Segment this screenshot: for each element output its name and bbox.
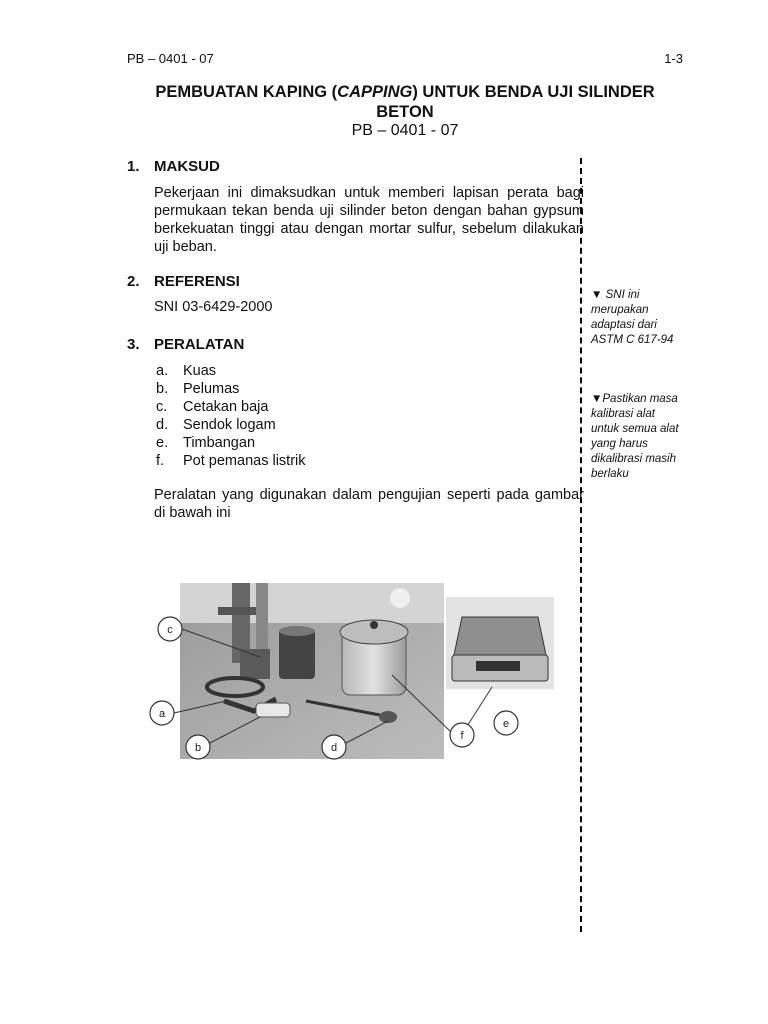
- steel-mould-top: [279, 626, 315, 636]
- lubricant: [256, 703, 290, 717]
- list-item-letter: a.: [156, 363, 169, 379]
- section-3-number: 3.: [127, 336, 140, 353]
- callout-label-c: c: [167, 624, 173, 636]
- list-item-letter: f.: [156, 453, 165, 469]
- list-item: [156, 452, 306, 470]
- equipment-photo: [136, 571, 554, 773]
- list-item: [156, 362, 306, 380]
- list-item-text: Kuas: [183, 363, 217, 379]
- pot-knob: [370, 621, 378, 629]
- section-2-reference: SNI 03-6429-2000: [154, 299, 273, 315]
- list-item: [156, 434, 306, 452]
- section-2-number: 2.: [127, 273, 140, 290]
- section-1-heading: [127, 158, 220, 175]
- list-item: [156, 398, 306, 416]
- section-2-title: REFERENSI: [154, 273, 240, 290]
- side-note-2: [591, 392, 681, 482]
- scale-display: [476, 661, 520, 671]
- callout-label-e: e: [502, 718, 510, 730]
- section-1-title: MAKSUD: [154, 158, 220, 175]
- callout-label-b: b: [194, 742, 202, 754]
- title-part-2: ) UNTUK BENDA UJI SILINDER BETON: [376, 83, 655, 121]
- roll-object: [390, 588, 410, 608]
- document-code: PB – 0401 - 07: [351, 122, 459, 139]
- list-item: [156, 380, 306, 398]
- triangle-marker-icon: ▼: [591, 393, 603, 405]
- margin-divider: [580, 158, 582, 932]
- list-item-text: Timbangan: [183, 435, 256, 451]
- stand-post-2: [256, 583, 268, 653]
- scale-pan: [454, 617, 546, 655]
- list-item-text: Pelumas: [183, 381, 240, 397]
- section-3-text: Peralatan yang digunakan dalam pengujian seperti pada gambar di bawah ini: [154, 487, 584, 521]
- list-item-letter: d.: [156, 417, 169, 433]
- callout-label-a: a: [158, 708, 166, 720]
- callout-label-d: d: [330, 742, 338, 754]
- title-part-1: PEMBUATAN KAPING (: [155, 83, 338, 101]
- list-item: [156, 416, 306, 434]
- document-title: [127, 82, 683, 122]
- section-2-heading: [127, 273, 240, 290]
- equipment-list: [156, 362, 306, 470]
- list-item-letter: c.: [156, 399, 168, 415]
- callout-label-f: f: [460, 730, 464, 742]
- triangle-marker-icon: ▼: [591, 289, 603, 301]
- list-item-text: Pot pemanas listrik: [183, 453, 306, 469]
- list-item-text: Sendok logam: [183, 417, 276, 433]
- section-3-title: PERALATAN: [154, 336, 245, 353]
- steel-mould: [279, 629, 315, 679]
- section-1-text: Pekerjaan ini dimaksudkan untuk memberi lapisan perata bagi permukaan tekan benda uji silinder beton dengan bahan gypsum berkekuatan tinggi atau dengan mortar sulfur, sebelum dilakukan uji beban.: [154, 185, 584, 255]
- list-item-text: Cetakan baja: [183, 399, 269, 415]
- list-item-letter: b.: [156, 381, 169, 397]
- side-note-2-text: Pastikan masa kalibrasi alat untuk semua alat yang harus dikalibrasi masih berlaku: [591, 393, 679, 480]
- side-note-1-text: SNI ini merupakan adaptasi dari ASTM C 617-94: [591, 289, 674, 346]
- title-italic: CAPPING: [337, 83, 413, 101]
- list-item-letter: e.: [156, 435, 169, 451]
- steel-mould-small: [240, 649, 270, 679]
- section-3-heading: [127, 336, 244, 353]
- header-doc-code: PB – 0401 - 07: [127, 51, 214, 66]
- side-note-1: [591, 288, 681, 348]
- header-page-number: 1-3: [664, 51, 683, 66]
- section-1-number: 1.: [127, 158, 140, 175]
